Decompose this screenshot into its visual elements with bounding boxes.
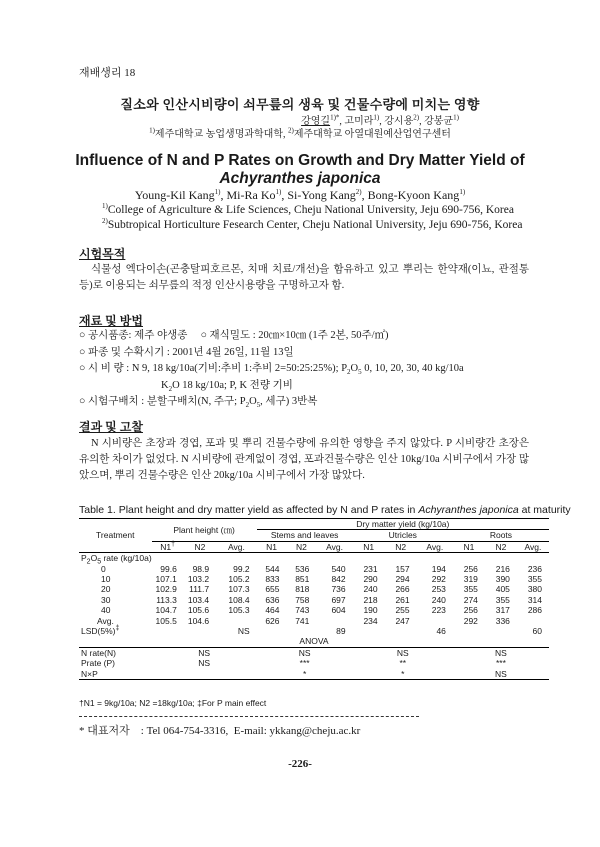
list-item: ○ 파종 및 수확시기 : 2001년 4월 26일, 11월 13일 xyxy=(79,346,294,358)
author-name: 고미라 xyxy=(344,116,374,127)
english-title: Influence of N and P Rates on Growth and Dry Matter Yield of Achyranthes japonica xyxy=(0,152,600,188)
list-item: ○ 공시품종: 제주 야생종 ○ 재식밀도 : 20㎝×10㎝ (1주 2본, 50주/㎡) xyxy=(79,330,389,341)
lsd-row: LSD(5%)‡ NS 89 46 60 xyxy=(81,625,542,637)
data-table: Treatment Plant height (㎝) Dry matter yield (kg/10a) Stems and leaves Utricles Roots N1† N2 Avg. N1 N2 Avg. N1 N2 Avg. N1 N2 Avg. $P_2O_5$ rate (kg/10a) 0 99.6 98.9 99.2 544 536 540 231 157 194 256 216 236 10 107.1 103.2 105.2 833 851 842 290 294 292 319 390 355 20 102.9 111.7 107.3 655 818 736 240 266 253 355 405 380 30 113.3 103.4 108.4 636 758 697 218 261 240 274 355 314 40 104.7 105.6 105.3 464 743 604 190 255 223 256 317 286 Avg. 105.5 104.6 626 741 234 247 292 336 LSD(5%)‡ NS 89 46 60 ANOVA N rate(N) NS NS NS NS Prate (P) NS *** ** *** N×P * * NS xyxy=(79,518,549,680)
table-row: 10 107.1 103.2 105.2 833 851 842 290 294 292 319 390 355 xyxy=(101,574,542,585)
korean-title: 질소와 인산시비량이 쇠무릎의 생육 및 건물수량에 미치는 영향 xyxy=(120,97,480,112)
results-text: N 시비량은 초장과 경엽, 포과 및 뿌리 건물수량에 유의한 영향을 주지 않았다. P 시비량간 초장은 유의한 차이가 없었다. N 시비량에 관계없이 경엽, 포과건물수량은 인산 10kg/10a 시비구에서 가장 많았으며, 뿌리 건물수량은 인산 20kg/10a 시비구에서 가장 많았다. xyxy=(79,438,529,481)
header-plant-height: Plant height (㎝) xyxy=(152,519,257,542)
english-affiliations: $^{1)}$College of Agriculture & Life Sciences, Cheju National University, Jeju 690-756, Korea $^{2)}$Subtropical Horticulture Fesearch Center, Cheju National University, Jeju 690-756, Korea xyxy=(102,202,523,231)
korean-affiliations: $^{1)}$제주대학교 농업생명과학대학, $^{2)}$제주대학교 아열대원예산업연구센터 xyxy=(149,126,451,140)
header-stems: Stems and leaves xyxy=(257,530,353,541)
header-treatment: Treatment xyxy=(79,519,152,553)
page-number: -226- xyxy=(288,758,312,770)
anova-row: N×P * * NS xyxy=(79,669,549,680)
anova-row: Prate (P) NS *** ** *** xyxy=(81,658,506,669)
purpose-text: 식물성 엑다이손(곤충탈피호르몬, 치매 치료/개선)을 함유하고 있고 뿌리는 한약재(이뇨, 관절통 등)로 이용되는 쇠무릎의 적정 인산시용량을 구명하고자 함. xyxy=(79,264,529,291)
header-dry-matter: Dry matter yield (kg/10a) xyxy=(257,519,549,530)
anova-header: ANOVA xyxy=(79,636,549,647)
series-label: 재배생리 18 xyxy=(79,67,136,79)
section-heading-methods: 재료 및 방법 xyxy=(79,314,143,328)
list-item: ○ 시험구배치 : 분할구배치(N, 주구; $P_2O_5$, 세구) 3반복 xyxy=(79,396,318,410)
methods-list xyxy=(79,328,464,411)
header-n1: N1† xyxy=(152,541,184,552)
table-footnote: †N1 = 9kg/10a; N2 =18kg/10a; ‡For P main effect xyxy=(79,698,267,708)
author-name: 강영길 xyxy=(301,116,331,127)
table-row: Avg. 105.5 104.6 626 741 234 247 292 336 xyxy=(97,615,510,626)
table-row: 20 102.9 111.7 107.3 655 818 736 240 266 253 355 405 380 xyxy=(101,584,542,595)
contact-info: * 대표저자 : Tel 064-754-3316, E-mail: ykkang@cheju.ac.kr xyxy=(79,725,361,737)
affiliation: 제주대학교 농업생명과학대학 xyxy=(154,129,284,140)
header-avg: Avg. xyxy=(216,541,257,552)
email-link[interactable]: E-mail: ykkang@cheju.ac.kr xyxy=(233,725,361,737)
table-row: 30 113.3 103.4 108.4 636 758 697 218 261 240 274 355 314 xyxy=(101,594,542,605)
header-utricles: Utricles xyxy=(353,530,453,541)
table-row: 0 99.6 98.9 99.2 544 536 540 231 157 194 256 216 236 xyxy=(101,563,542,574)
table-caption: Table 1. Plant height and dry matter yield as affected by N and P rates in Achyranthes japonica at maturity xyxy=(79,504,571,516)
list-item: ○ 시 비 량 : N 9, 18 kg/10a(기비:추비 1:추비 2=50:25:25%); $P_2O_5$ 0, 10, 20, 30, 40 kg/10a xyxy=(79,363,464,377)
p-rate-label: $P_2O_5$ rate (kg/10a) xyxy=(81,553,152,566)
divider xyxy=(79,716,419,717)
korean-authors: 강영길$^{1)*}$, 고미라$^{1)}$, 강시용$^{2)}$, 강봉균$^{1)}$ xyxy=(301,113,459,127)
species-name: Achyranthes japonica xyxy=(219,170,381,187)
affiliation: 제주대학교 아열대원예산업연구센터 xyxy=(293,129,451,140)
author-name: 강시용 xyxy=(384,116,414,127)
section-heading-results: 결과 및 고찰 xyxy=(79,420,143,434)
header-roots: Roots xyxy=(453,530,549,541)
anova-row: N rate(N) NS NS NS NS xyxy=(81,647,507,658)
list-item: $K_2O$ 18 kg/10a; P, K 전량 기비 xyxy=(161,379,293,393)
author-name: 강봉균 xyxy=(424,116,454,127)
header-n2: N2 xyxy=(184,541,216,552)
table-row: 40 104.7 105.6 105.3 464 743 604 190 255 223 256 317 286 xyxy=(101,605,542,616)
english-authors: Young-Kil Kang$^{1)}$, Mi-Ra Ko$^{1)}$, Si-Yong Kang$^{2)}$, Bong-Kyoon Kang$^{1)}$ xyxy=(134,188,466,202)
section-heading-purpose: 시험목적 xyxy=(79,247,126,261)
